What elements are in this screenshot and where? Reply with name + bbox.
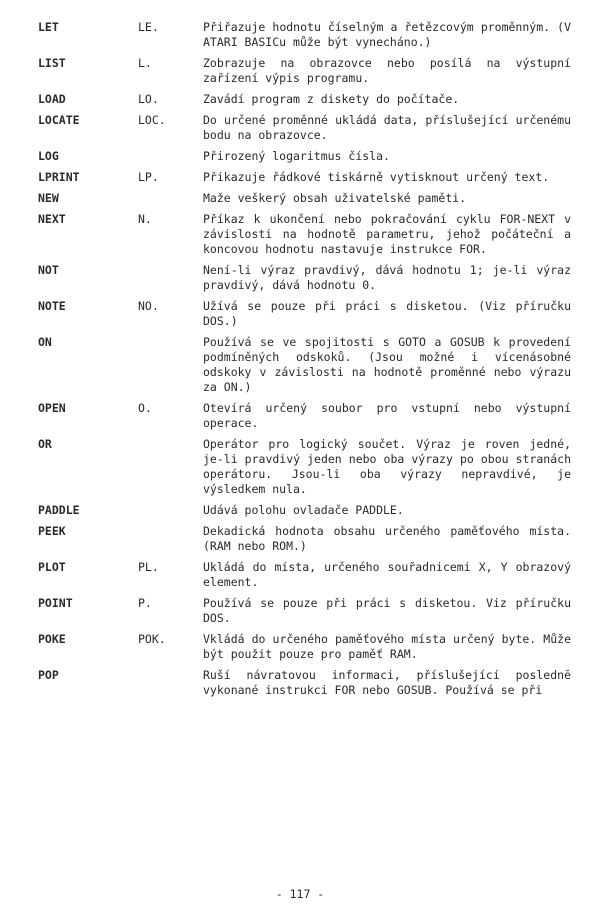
command-description: Udává polohu ovladače PADDLE. [203, 503, 404, 517]
command-description: Přirozený logaritmus čísla. [203, 149, 390, 163]
entry-next [0, 212, 600, 257]
command-name: LPRINT [38, 170, 80, 184]
command-abbreviation: PL. [138, 560, 159, 574]
entry-not [0, 263, 600, 293]
command-name: POKE [38, 632, 66, 646]
command-name: NOT [38, 263, 59, 277]
command-description: Používá se pouze při práci s disketou. Viz příručku DOS. [203, 596, 571, 625]
command-name: LOAD [38, 92, 66, 106]
command-name: PLOT [38, 560, 66, 574]
command-abbreviation: LE. [138, 20, 159, 34]
entry-list [0, 56, 600, 86]
command-description: Otevírá určený soubor pro vstupní nebo výstupní operace. [203, 401, 571, 430]
command-abbreviation: LO. [138, 92, 159, 106]
command-description: Zobrazuje na obrazovce nebo posílá na výstupní zařízení výpis programu. [203, 56, 571, 85]
command-name: LOG [38, 149, 59, 163]
entry-pop [0, 668, 600, 698]
command-name: LIST [38, 56, 66, 70]
entry-paddle [0, 503, 600, 518]
command-abbreviation: N. [138, 212, 152, 226]
entry-open [0, 401, 600, 431]
entry-plot [0, 560, 600, 590]
command-name: PEEK [38, 524, 66, 538]
command-description: Do určené proměnné ukládá data, příslušející určenému bodu na obrazovce. [203, 113, 571, 142]
entry-peek [0, 524, 600, 554]
entry-log [0, 149, 600, 164]
entry-let [0, 20, 600, 50]
command-description: Vkládá do určeného paměťového místa určený byte. Může být použit pouze pro paměť RAM. [203, 632, 571, 661]
command-description: Není-li výraz pravdivý, dává hodnotu 1; je-li výraz pravdivý, dává hodnotu 0. [203, 263, 571, 292]
command-description: Používá se ve spojitosti s GOTO a GOSUB k provedení podmíněných odskoků. (Jsou možné i vícenásobné odskoky v závislosti na hodnotě proměnné nebo výrazu za ON.) [203, 335, 571, 394]
entry-locate [0, 113, 600, 143]
command-name: OPEN [38, 401, 66, 415]
command-name: OR [38, 437, 52, 451]
command-list [0, 20, 600, 704]
entry-poke [0, 632, 600, 662]
command-abbreviation: LP. [138, 170, 159, 184]
command-description: Maže veškerý obsah uživatelské paměti. [203, 191, 467, 205]
command-description: Přikazuje řádkové tiskárně vytisknout určený text. [203, 170, 550, 184]
entry-on [0, 335, 600, 395]
entry-or [0, 437, 600, 497]
entry-new [0, 191, 600, 206]
command-abbreviation: L. [138, 56, 152, 70]
entry-note [0, 299, 600, 329]
command-name: NEXT [38, 212, 66, 226]
command-name: LOCATE [38, 113, 80, 127]
command-description: Příkaz k ukončení nebo pokračování cyklu FOR-NEXT v závislosti na hodnotě parametru, jehož počáteční a koncovou hodnotu nastavuje instrukce FOR. [203, 212, 571, 256]
command-name: NOTE [38, 299, 66, 313]
command-description: Zavádí program z diskety do počítače. [203, 92, 460, 106]
entry-point [0, 596, 600, 626]
entry-load [0, 92, 600, 107]
command-name: POINT [38, 596, 73, 610]
command-name: POP [38, 668, 59, 682]
command-description: Užívá se pouze při práci s disketou. (Viz příručku DOS.) [203, 299, 571, 328]
command-description: Ruší návratovou informaci, příslušející poslednĕ vykonané instrukci FOR nebo GOSUB. Používá se při [203, 668, 571, 697]
command-name: ON [38, 335, 52, 349]
command-abbreviation: O. [138, 401, 152, 415]
entry-lprint [0, 170, 600, 185]
command-name: NEW [38, 191, 59, 205]
command-abbreviation: NO. [138, 299, 159, 313]
command-description: Ukládá do místa, určeného souřadnicemi X, Y obrazový element. [203, 560, 571, 589]
command-description: Přiřazuje hodnotu číselným a řetězcovým proměnným. (V ATARI BASICu může být vynecháno.) [203, 20, 571, 49]
command-name: LET [38, 20, 59, 34]
command-name: PADDLE [38, 503, 80, 517]
page-number: - 117 - [275, 887, 325, 901]
command-abbreviation: POK. [138, 632, 166, 646]
command-description: Dekadická hodnota obsahu určeného paměťového místa. (RAM nebo ROM.) [203, 524, 571, 553]
command-abbreviation: LOC. [138, 113, 166, 127]
command-description: Operátor pro logický součet. Výraz je roven jedné, je-li pravdivý jeden nebo oba výrazy po obou stranách operátoru. Jsou-li oba výrazy nepravdivé, je výsledkem nula. [203, 437, 571, 496]
command-abbreviation: P. [138, 596, 152, 610]
